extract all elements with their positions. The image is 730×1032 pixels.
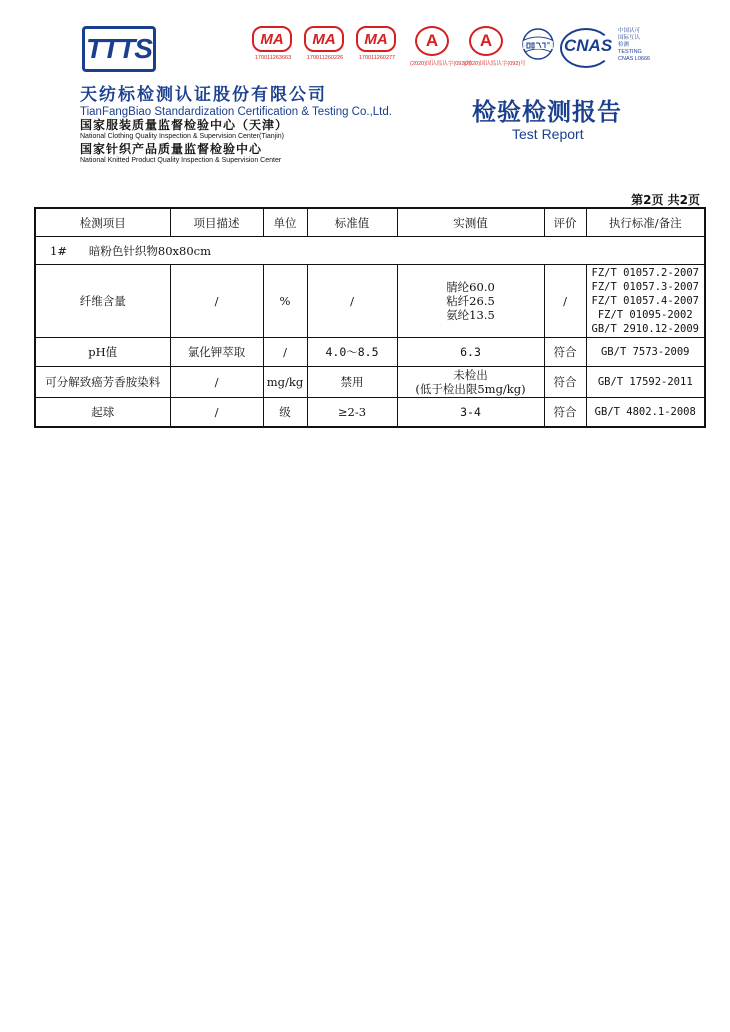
knitted-center-cn: 国家针织产品质量监督检验中心 [80,142,263,156]
tts-logo [82,26,156,72]
sample-row [35,237,705,265]
cnas-word: CNAS [564,36,613,55]
knitted-center [80,140,281,164]
cal-badge [464,26,526,67]
standard-value-cell: / [307,265,397,338]
logo-text: TTTS [86,33,152,64]
knitted-center-en: National Knitted Product Quality Inspection & Supervision Center [80,157,282,164]
description-cell: / [170,265,263,338]
evaluation-cell: 符合 [544,338,586,367]
cma-mark-icon: MA [356,26,396,52]
evaluation-cell: / [544,265,586,338]
ilac-mra-icon [520,26,556,66]
report-title-cn: 检验检测报告 [472,98,622,126]
report-header [0,0,730,190]
standard-cell: GB/T 17592-2011 [586,367,705,398]
cma-number: 170011263663 [254,55,292,61]
certification-badges [252,26,652,74]
item-cell: 起球 [35,398,170,428]
table-row [35,338,705,367]
company-name-en: TianFangBiao Standardization Certification & Testing Co.,Ltd. [80,106,392,118]
evaluation-cell: 符合 [544,367,586,398]
measured-value-cell: 腈纶60.0 粘纤26.5 氨纶13.5 [397,265,544,338]
standard-value-cell: 4.0～8.5 [307,338,397,367]
description-cell: 氯化钾萃取 [170,338,263,367]
cma-badge [252,26,294,61]
standard-value-cell: ≥2-3 [307,398,397,428]
header-cell: 实测值 [397,208,544,237]
measured-value-cell: 3-4 [397,398,544,428]
page-indicator: 第2页 共2页 [631,193,700,207]
evaluation-cell: 符合 [544,398,586,428]
standard-cell: FZ/T 01057.2-2007 FZ/T 01057.3-2007 FZ/T 01057.4-2007 FZ/T 01095-2002 GB/T 2910.12-2009 [586,265,705,338]
header-cell: 评价 [544,208,586,237]
unit-cell: / [263,338,307,367]
table-row [35,367,705,398]
clothing-center [80,116,288,140]
unit-cell: mg/kg [263,367,307,398]
cal-mark-icon: A [415,26,449,56]
cnas-side-text: 中国认可 国际互认 检测 TESTING CNAS L0666 [618,28,651,62]
standard-value-cell: 禁用 [307,367,397,398]
cma-number: 170011260277 [358,55,396,61]
cal-number: (2020)国认监认字(092)号 [410,61,472,67]
cma-number: 170011260226 [306,55,344,61]
company-name-cn: 天纺标检测认证股份有限公司 [80,85,327,105]
report-title-en: Test Report [512,126,584,142]
cnas-badge [564,28,652,68]
company-block [80,80,392,118]
cal-mark-icon: A [469,26,503,56]
item-cell: 可分解致癌芳香胺染料 [35,367,170,398]
description-cell: / [170,367,263,398]
unit-cell: % [263,265,307,338]
header-cell: 单位 [263,208,307,237]
cma-badge [304,26,346,61]
table-header-row [35,208,705,237]
test-results-table [34,207,706,428]
header-cell: 执行标准/备注 [586,208,705,237]
item-cell: 纤维含量 [35,265,170,338]
measured-value-cell: 未检出 (低于检出限5mg/kg) [397,367,544,398]
cal-badge [410,26,472,67]
unit-cell: 级 [263,398,307,428]
standard-cell: GB/T 4802.1-2008 [586,398,705,428]
sample-label: 1# 暗粉色针织物80x80cm [35,237,705,265]
clothing-center-en: National Clothing Quality Inspection & Supervision Center(Tianjin) [80,133,285,140]
table-row [35,265,705,338]
clothing-center-cn: 国家服装质量监督检验中心（天津） [80,118,289,132]
standard-cell: GB/T 7573-2009 [586,338,705,367]
cma-badge [356,26,398,61]
table-row [35,398,705,428]
header-cell: 检测项目 [35,208,170,237]
header-cell: 标准值 [307,208,397,237]
header-cell: 项目描述 [170,208,263,237]
cal-number: (2020)国认监认字(092)号 [464,61,526,67]
cma-mark-icon: MA [304,26,344,52]
description-cell: / [170,398,263,428]
item-cell: pH值 [35,338,170,367]
cma-mark-icon: MA [252,26,292,52]
measured-value-cell: 6.3 [397,338,544,367]
